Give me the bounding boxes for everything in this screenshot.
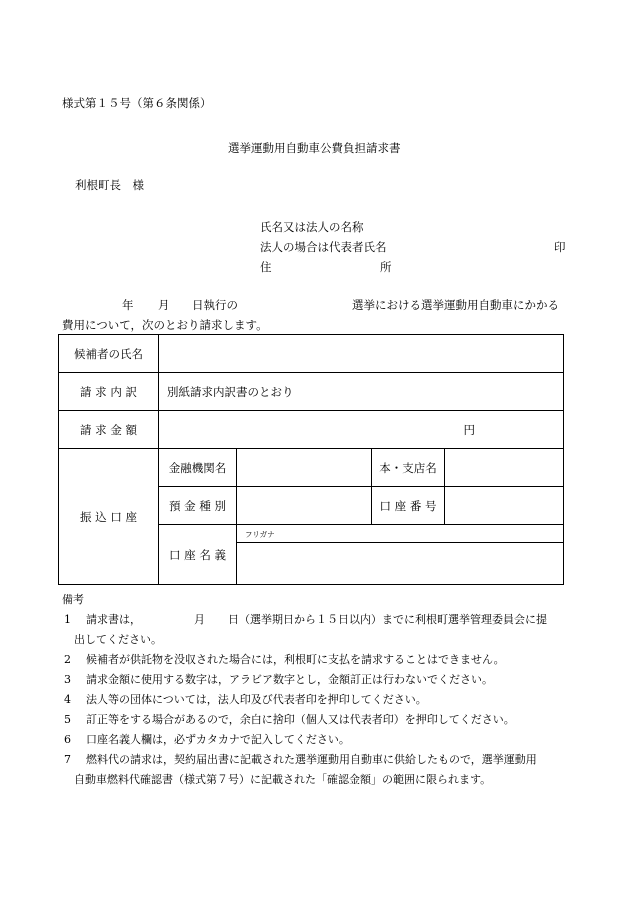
claim-amount-field[interactable]: 円 (159, 411, 564, 449)
claim-form-table (58, 334, 564, 585)
note-7-text-b: 自動車燃料代確認書（様式第７号）に記載された「確認金額」の範囲に限られます。 (74, 773, 492, 786)
applicant-name-label: 氏名又は法人の名称 (260, 220, 364, 234)
note-5-number: 5 (64, 713, 71, 726)
account-holder-field[interactable] (237, 543, 564, 585)
representative-label: 法人の場合は代表者氏名 (260, 240, 387, 254)
note-3-text: 請求金額に使用する数字は，アラビア数字とし，金額訂正は行わないでください。 (86, 673, 493, 686)
note-1-text-b: 日（選挙期日から１５日以内）までに利根町選挙管理委員会に提 (228, 613, 547, 626)
claim-content-label: 請 求 内 訳 (59, 373, 159, 411)
note-4-text: 法人等の団体については，法人印及び代表者印を押印してください。 (86, 693, 427, 706)
deposit-type-field[interactable] (237, 487, 372, 525)
seal-mark: 印 (554, 240, 566, 254)
account-number-field[interactable] (445, 487, 564, 525)
transfer-account-label: 振 込 口 座 (59, 449, 159, 585)
note-1-text-a: 請求書は， (86, 613, 141, 626)
note-2-number: 2 (64, 653, 71, 666)
intro-day-exec: 日執行の (192, 298, 238, 312)
claim-amount-label: 請 求 金 額 (59, 411, 159, 449)
account-number-label: 口 座 番 号 (372, 487, 445, 525)
notes-heading: 備考 (62, 593, 84, 606)
candidate-name-label: 候補者の氏名 (59, 335, 159, 373)
candidate-name-field[interactable] (159, 335, 564, 373)
bank-name-label: 金融機関名 (159, 449, 237, 487)
address-label-2: 所 (380, 260, 392, 274)
note-1-month: 月 (194, 613, 205, 626)
note-2-text: 候補者が供託物を没収された場合には，利根町に支払を請求することはできません。 (86, 653, 505, 666)
note-7-number: 7 (64, 753, 71, 766)
note-6-number: 6 (64, 733, 71, 746)
page-title: 選挙運動用自動車公費負担請求書 (228, 141, 401, 155)
note-7-text-a: 燃料代の請求は，契約届出書に記載された選挙運動用自動車に供給したもので，選挙運動用 (86, 753, 537, 766)
intro-election-suffix: 選挙における選挙運動用自動車にかかる (352, 298, 559, 312)
branch-name-label: 本・支店名 (372, 449, 445, 487)
branch-name-field[interactable] (445, 449, 564, 487)
note-6-text: 口座名義人欄は，必ずカタカナで記入してください。 (86, 733, 350, 746)
note-3-number: 3 (64, 673, 71, 686)
intro-month: 月 (158, 298, 170, 312)
addressee: 利根町長 様 (75, 178, 144, 192)
intro-year: 年 (122, 298, 134, 312)
note-4-number: 4 (64, 693, 71, 706)
bank-name-field[interactable] (237, 449, 372, 487)
furigana-field[interactable]: フリガナ (237, 525, 564, 543)
intro-line-2: 費用について，次のとおり請求します。 (62, 318, 268, 332)
account-holder-label: 口 座 名 義 (159, 525, 237, 585)
note-1-text-c: 出してください。 (74, 633, 162, 646)
note-1-number: 1 (64, 613, 71, 626)
deposit-type-label: 預 金 種 別 (159, 487, 237, 525)
claim-content-value: 別紙請求内訳書のとおり (159, 373, 564, 411)
address-label-1: 住 (260, 260, 272, 274)
form-number: 様式第１５号（第６条関係） (62, 96, 212, 110)
note-5-text: 訂正等をする場合があるので，余白に捨印（個人又は代表者印）を押印してください。 (86, 713, 515, 726)
